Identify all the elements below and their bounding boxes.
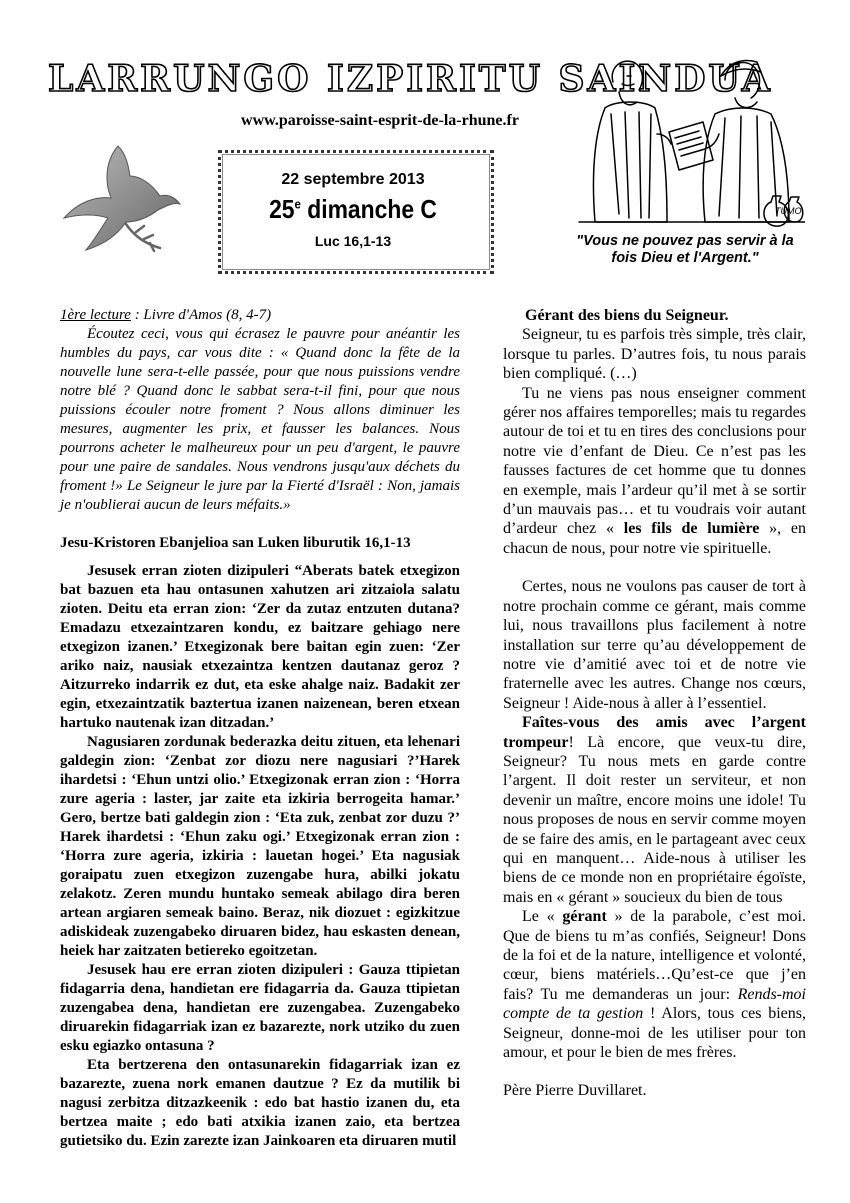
celebration-date: 22 septembre 2013 xyxy=(281,171,425,188)
right-column xyxy=(503,306,806,1101)
emphasis-account: Rends-moi compte de ta gestion xyxy=(503,985,806,1023)
text-run: ! Alors, tous ces biens, Seigneur, donne-moi de les utiliser pour ton amour, et pour le bien de mes frères. xyxy=(503,1005,807,1062)
meditation-paragraph xyxy=(503,384,806,559)
cartoon-signature: TUMO xyxy=(775,206,802,216)
parish-website: www.paroisse-saint-esprit-de-la-rhune.fr xyxy=(241,112,519,129)
text-run: Le « xyxy=(522,908,563,926)
dove-icon xyxy=(56,140,186,265)
emphasis-friends-money: Faîtes-vous des amis avec l’argent trompeur xyxy=(503,714,806,751)
sunday-label: dimanche C xyxy=(300,194,437,224)
emphasis-manager: gérant xyxy=(562,908,607,926)
reading-heading xyxy=(60,306,460,325)
sunday-title xyxy=(234,194,472,225)
gospel-paragraph: Jesusek hau ere erran zioten dizipuleri : Gauza ttipietan fidagarria dena, handietan ere fidagarria da. Gauza ttipietan zuzengabea dena, handietan ere zuzengabea. Zuzengabeko diruarekin fidagarriak izan ez bazarezte, nork utziko du zuen esku egiazko ontasuna ? xyxy=(60,962,460,1054)
text-run: », en chacun de nous, pour notre vie spirituelle. xyxy=(503,520,806,557)
text-run: Tu ne viens pas nous enseigner comment gérer nos affaires temporelles; mais tu regardes autour de toi et tu en tires des conclusions pour notre vie d’enfant de Dieu. Ce n’est pas les fausses factures de cet homme que tu donnes en exemple, mais l’ardeur qu’il met à se sortir d’un mauvais pas… et tu voudrais voir autant d’ardeur chez « xyxy=(503,384,806,538)
gospel-paragraph: Eta bertzerena den ontasunarekin fidagarriak izan ez bazarezte, zuena nork emanen dautzue ? Ez da mutilik bi nagusi zerbitza ditzazkeenik : edo bat hastio izanen du, eta bertzea maite ; edo bati atxikia izanen zaio, eta bertzea gutietsiko du. Ezin zarezte izan Jainkoaren eta diruaren mutil xyxy=(60,1057,460,1149)
text-run: » de la parabole, c’est moi. Que de biens tu m’as confiés, Seigneur! Dons de la foi et de la nature, intelligence et volonté, cœur, biens matériels…Qu’est-ce que j’en fais? Tu me demanderas un jour: xyxy=(503,908,806,1003)
meditation-paragraph xyxy=(503,713,806,907)
gospel-paragraph: Nagusiaren zordunak bederazka deitu zituen, eta lehenari galdegin zion: ‘Zenbat zor diozu nere nagusiari ?’Harek ihardetsi : ‘Ehun untzi olio.’ Etxegizonak erran zion : ‘Horra zure ageria : laster, jar zaite eta izkiria berrogeita hamar.’ Gero, bertze bati galdegin zion : ‘Eta zuk, zenbat zor duzu ?’ Harek ihardetsi : ‘Ehun zaku ogi.’ Etxegizonak erran zion : ‘Horra zure ageria, izkiria : lauetan hogei.’ Eta nagusiak goraipatu zuen etxegizon zuzengabe hura, abilki jokatu zelakotz. Zeren mundu huntako semeak abilago dira beren artean argiaren semeak baino. Beraz, nik diozuet : egizkitzue adiskideak zuzengabeko diruaren bidez, hau eskasten denean, heiek har zaitzaten betiereko egoitzetan. xyxy=(60,734,460,959)
sunday-ordinal: e xyxy=(294,196,301,212)
meditation-paragraph: Seigneur, tu es parfois très simple, très clair, lorsque tu parles. D’autres fois, tu nous parais bien compliqué. (…) xyxy=(503,326,806,383)
emphasis-children-of-light: les fils de lumière xyxy=(623,520,760,538)
meditation-title: Gérant des biens du Seigneur. xyxy=(525,307,729,324)
signature: Père Pierre Duvillaret. xyxy=(503,1082,647,1100)
gospel-reference: Luc 16,1-13 xyxy=(314,233,392,249)
reading-label: 1ère lecture xyxy=(60,307,131,323)
meditation-paragraph: Certes, nous ne voulons pas causer de tort à notre prochain comme ce gérant, mais comme lui, nous travaillons plus facilement à notre installation sur terre qu’au développement de notre vie d’amitié avec toi et de notre vie fraternelle avec les autres. Change nos cœurs, Seigneur ! Aide-nous à aller à l’essentiel. xyxy=(503,578,806,712)
gospel-heading: Jesu-Kristoren Ebanjelioa san Luken liburutik 16,1-13 xyxy=(60,535,411,551)
cartoon-caption: "Vous ne pouvez pas servir à la fois Dieu et l'Argent." xyxy=(576,233,794,266)
left-column xyxy=(60,306,460,1151)
reading-text: Écoutez ceci, vous qui écrasez le pauvre pour anéantir les humbles du pays, car vous dite : « Quand donc la fête de la nouvelle lune sera-t-elle passée, pour que nous puissions vendre notre blé ? Quand donc le sabbat sera-t-il fini, pour que nous puissions écouler notre froment ? Nous allons diminuer les mesures, augmenter les prix, et fausser les balances. Nous pourrons acheter le malheureux pour un peu d'argent, le pauvre pour une paire de sandales. Nous vendrons jusqu'aux déchets du froment !» Le Seigneur le jure par la Fierté d'Israël : Non, jamais je n'oublierai aucun de leurs méfaits.» xyxy=(60,326,460,513)
sunday-number: 25 xyxy=(269,194,295,224)
masthead-title: LARRUNGO IZPIRITU SAINDUA xyxy=(48,58,773,100)
cartoon-illustration xyxy=(575,52,805,228)
meditation-paragraph xyxy=(503,907,806,1062)
text-run: ! Là encore, que veux-tu dire, Seigneur? Tu nous mets en garde contre l’argent. Il doit rester un serviteur, et non devenir un maître, encore moins une idole! Tu nous proposes de nous en servir comme moyen de se faire des amis, en le partageant avec ceux qui en manquent… Aide-nous à utiliser les biens de ce monde non en propriétaire égoïste, mais en « gérant » soucieux du bien de tous xyxy=(503,733,806,906)
gospel-paragraph: Jesusek erran zioten dizipuleri “Aberats batek etxegizon bat bazuen eta hau ontasunen xahutzen ari zitzaiola salatu zioten. Deitu eta erran zion: ‘Zer da zutaz entzuten dutana? Emadazu etxezaintzaren kondu, ez baitzare gehiago nere etxegizon izanen.’ Etxegizonak bere baitan egin zuen: ‘Zer ariko naiz, nausiak etxezaintza kentzen dautanaz geroz ? Aitzurreko indarrik ez dut, eta eske ahalge naiz. Badakit zer egin, etxezaintzatik baztertua izanen naizenean, beren etxean hartuko nautenak izan ditzadan.’ xyxy=(60,563,460,731)
reading-source: : Livre d'Amos (8, 4-7) xyxy=(130,307,272,323)
